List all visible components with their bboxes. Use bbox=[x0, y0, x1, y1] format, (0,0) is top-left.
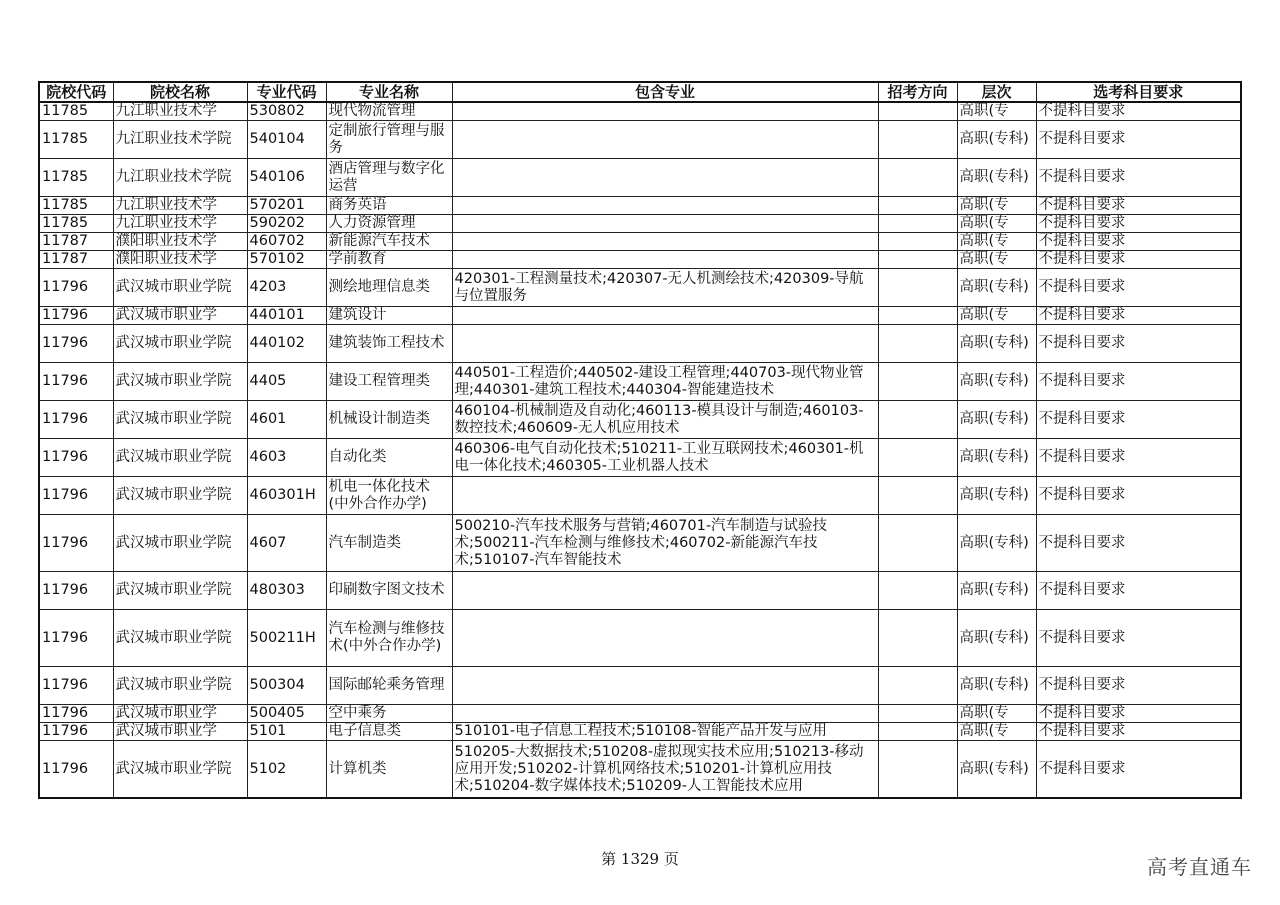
cell-included-majors bbox=[452, 477, 878, 515]
cell-level: 高职(专科) bbox=[957, 439, 1036, 477]
cell-major-code: 4603 bbox=[247, 439, 326, 477]
header-row bbox=[39, 82, 1241, 102]
cell-included-majors: 510101-电子信息工程技术;510108-智能产品开发与应用 bbox=[452, 723, 878, 741]
cell-major-code: 570102 bbox=[247, 251, 326, 269]
cell-level: 高职(专科) bbox=[957, 741, 1036, 799]
cell-level: 高职(专 bbox=[957, 215, 1036, 233]
cell-school-name: 武汉城市职业学 bbox=[113, 705, 247, 723]
cell-direction bbox=[878, 667, 957, 705]
cell-major-code: 4607 bbox=[247, 515, 326, 572]
cell-subject-req: 不提科目要求 bbox=[1036, 477, 1241, 515]
cell-level: 高职(专科) bbox=[957, 515, 1036, 572]
cell-included-majors bbox=[452, 610, 878, 667]
cell-major-name: 机电一体化技术(中外合作办学) bbox=[326, 477, 452, 515]
cell-included-majors bbox=[452, 159, 878, 197]
table-row bbox=[39, 741, 1241, 799]
cell-included-majors bbox=[452, 102, 878, 121]
cell-included-majors bbox=[452, 307, 878, 325]
cell-direction bbox=[878, 121, 957, 159]
cell-school-name: 武汉城市职业学 bbox=[113, 723, 247, 741]
cell-school-name: 武汉城市职业学院 bbox=[113, 741, 247, 799]
cell-subject-req: 不提科目要求 bbox=[1036, 439, 1241, 477]
cell-subject-req: 不提科目要求 bbox=[1036, 307, 1241, 325]
cell-school-code: 11785 bbox=[39, 215, 113, 233]
cell-school-code: 11796 bbox=[39, 667, 113, 705]
col-header-school-name: 院校名称 bbox=[113, 82, 247, 102]
cell-included-majors: 510205-大数据技术;510208-虚拟现实技术应用;510213-移动应用开发;510202-计算机网络技术;510201-计算机应用技术;510204-数字媒体技术;510209-人工智能技术应用 bbox=[452, 741, 878, 799]
cell-school-name: 濮阳职业技术学 bbox=[113, 251, 247, 269]
cell-school-code: 11796 bbox=[39, 439, 113, 477]
cell-direction bbox=[878, 325, 957, 363]
cell-school-code: 11785 bbox=[39, 121, 113, 159]
cell-school-name: 武汉城市职业学院 bbox=[113, 325, 247, 363]
table-row bbox=[39, 307, 1241, 325]
cell-included-majors bbox=[452, 667, 878, 705]
cell-school-code: 11796 bbox=[39, 307, 113, 325]
cell-level: 高职(专 bbox=[957, 197, 1036, 215]
cell-included-majors: 460306-电气自动化技术;510211-工业互联网技术;460301-机电一体化技术;460305-工业机器人技术 bbox=[452, 439, 878, 477]
cell-school-name: 武汉城市职业学院 bbox=[113, 667, 247, 705]
table-row bbox=[39, 723, 1241, 741]
table-row bbox=[39, 401, 1241, 439]
cell-major-code: 590202 bbox=[247, 215, 326, 233]
cell-direction bbox=[878, 705, 957, 723]
cell-included-majors: 440501-工程造价;440502-建设工程管理;440703-现代物业管理;440301-建筑工程技术;440304-智能建造技术 bbox=[452, 363, 878, 401]
cell-school-name: 九江职业技术学 bbox=[113, 102, 247, 121]
cell-subject-req: 不提科目要求 bbox=[1036, 705, 1241, 723]
cell-major-name: 机械设计制造类 bbox=[326, 401, 452, 439]
table-row bbox=[39, 121, 1241, 159]
cell-school-code: 11785 bbox=[39, 102, 113, 121]
cell-school-code: 11796 bbox=[39, 477, 113, 515]
cell-major-code: 440101 bbox=[247, 307, 326, 325]
cell-direction bbox=[878, 307, 957, 325]
cell-level: 高职(专 bbox=[957, 251, 1036, 269]
cell-major-code: 500211H bbox=[247, 610, 326, 667]
table-row bbox=[39, 477, 1241, 515]
cell-major-name: 自动化类 bbox=[326, 439, 452, 477]
cell-school-code: 11796 bbox=[39, 572, 113, 610]
table-row bbox=[39, 572, 1241, 610]
cell-school-code: 11796 bbox=[39, 401, 113, 439]
table-row bbox=[39, 667, 1241, 705]
table-row bbox=[39, 159, 1241, 197]
cell-direction bbox=[878, 610, 957, 667]
cell-major-name: 印刷数字图文技术 bbox=[326, 572, 452, 610]
cell-subject-req: 不提科目要求 bbox=[1036, 121, 1241, 159]
table-row bbox=[39, 251, 1241, 269]
cell-major-name: 汽车制造类 bbox=[326, 515, 452, 572]
cell-school-code: 11787 bbox=[39, 233, 113, 251]
cell-included-majors bbox=[452, 572, 878, 610]
cell-school-code: 11796 bbox=[39, 610, 113, 667]
cell-school-code: 11796 bbox=[39, 515, 113, 572]
cell-level: 高职(专 bbox=[957, 307, 1036, 325]
cell-major-name: 商务英语 bbox=[326, 197, 452, 215]
cell-direction bbox=[878, 439, 957, 477]
cell-school-name: 濮阳职业技术学 bbox=[113, 233, 247, 251]
cell-major-name: 建筑设计 bbox=[326, 307, 452, 325]
table-row bbox=[39, 269, 1241, 307]
cell-direction bbox=[878, 723, 957, 741]
cell-included-majors bbox=[452, 121, 878, 159]
cell-level: 高职(专 bbox=[957, 102, 1036, 121]
cell-major-code: 4203 bbox=[247, 269, 326, 307]
table-row bbox=[39, 215, 1241, 233]
col-header-school-code: 院校代码 bbox=[39, 82, 113, 102]
cell-direction bbox=[878, 102, 957, 121]
cell-level: 高职(专科) bbox=[957, 269, 1036, 307]
cell-major-name: 定制旅行管理与服务 bbox=[326, 121, 452, 159]
cell-major-name: 人力资源管理 bbox=[326, 215, 452, 233]
cell-level: 高职(专科) bbox=[957, 572, 1036, 610]
cell-major-name: 建筑装饰工程技术 bbox=[326, 325, 452, 363]
cell-direction bbox=[878, 401, 957, 439]
cell-subject-req: 不提科目要求 bbox=[1036, 251, 1241, 269]
table-row bbox=[39, 363, 1241, 401]
table-row bbox=[39, 515, 1241, 572]
table-row bbox=[39, 439, 1241, 477]
cell-level: 高职(专 bbox=[957, 705, 1036, 723]
cell-level: 高职(专科) bbox=[957, 401, 1036, 439]
cell-level: 高职(专 bbox=[957, 723, 1036, 741]
cell-major-name: 电子信息类 bbox=[326, 723, 452, 741]
cell-major-code: 460301H bbox=[247, 477, 326, 515]
cell-major-code: 500304 bbox=[247, 667, 326, 705]
cell-school-code: 11796 bbox=[39, 363, 113, 401]
cell-subject-req: 不提科目要求 bbox=[1036, 102, 1241, 121]
col-header-subject-req: 选考科目要求 bbox=[1036, 82, 1241, 102]
table-row bbox=[39, 325, 1241, 363]
cell-level: 高职(专 bbox=[957, 233, 1036, 251]
cell-subject-req: 不提科目要求 bbox=[1036, 515, 1241, 572]
cell-subject-req: 不提科目要求 bbox=[1036, 197, 1241, 215]
cell-major-name: 学前教育 bbox=[326, 251, 452, 269]
cell-included-majors bbox=[452, 251, 878, 269]
cell-direction bbox=[878, 269, 957, 307]
col-header-direction: 招考方向 bbox=[878, 82, 957, 102]
cell-major-code: 5101 bbox=[247, 723, 326, 741]
cell-subject-req: 不提科目要求 bbox=[1036, 572, 1241, 610]
cell-included-majors bbox=[452, 705, 878, 723]
cell-direction bbox=[878, 515, 957, 572]
cell-school-code: 11796 bbox=[39, 723, 113, 741]
cell-school-name: 九江职业技术学院 bbox=[113, 121, 247, 159]
cell-included-majors: 500210-汽车技术服务与营销;460701-汽车制造与试验技术;500211-汽车检测与维修技术;460702-新能源汽车技术;510107-汽车智能技术 bbox=[452, 515, 878, 572]
table-body bbox=[39, 102, 1241, 798]
cell-major-code: 460702 bbox=[247, 233, 326, 251]
table-row bbox=[39, 197, 1241, 215]
col-header-level: 层次 bbox=[957, 82, 1036, 102]
cell-subject-req: 不提科目要求 bbox=[1036, 741, 1241, 799]
cell-direction bbox=[878, 159, 957, 197]
cell-direction bbox=[878, 477, 957, 515]
cell-major-name: 酒店管理与数字化运营 bbox=[326, 159, 452, 197]
cell-included-majors bbox=[452, 233, 878, 251]
cell-school-code: 11785 bbox=[39, 159, 113, 197]
cell-included-majors bbox=[452, 197, 878, 215]
cell-direction bbox=[878, 251, 957, 269]
cell-direction bbox=[878, 363, 957, 401]
cell-major-code: 5102 bbox=[247, 741, 326, 799]
cell-subject-req: 不提科目要求 bbox=[1036, 215, 1241, 233]
cell-major-code: 540106 bbox=[247, 159, 326, 197]
cell-school-name: 武汉城市职业学院 bbox=[113, 610, 247, 667]
col-header-included-majors: 包含专业 bbox=[452, 82, 878, 102]
cell-level: 高职(专科) bbox=[957, 325, 1036, 363]
cell-level: 高职(专科) bbox=[957, 363, 1036, 401]
cell-subject-req: 不提科目要求 bbox=[1036, 325, 1241, 363]
col-header-major-code: 专业代码 bbox=[247, 82, 326, 102]
cell-subject-req: 不提科目要求 bbox=[1036, 363, 1241, 401]
cell-school-code: 11785 bbox=[39, 197, 113, 215]
cell-subject-req: 不提科目要求 bbox=[1036, 401, 1241, 439]
cell-subject-req: 不提科目要求 bbox=[1036, 667, 1241, 705]
cell-subject-req: 不提科目要求 bbox=[1036, 723, 1241, 741]
cell-direction bbox=[878, 572, 957, 610]
cell-level: 高职(专科) bbox=[957, 159, 1036, 197]
cell-level: 高职(专科) bbox=[957, 667, 1036, 705]
cell-major-code: 500405 bbox=[247, 705, 326, 723]
cell-major-code: 4405 bbox=[247, 363, 326, 401]
cell-major-name: 国际邮轮乘务管理 bbox=[326, 667, 452, 705]
cell-school-name: 武汉城市职业学院 bbox=[113, 572, 247, 610]
cell-major-name: 汽车检测与维修技术(中外合作办学) bbox=[326, 610, 452, 667]
cell-major-code: 4601 bbox=[247, 401, 326, 439]
cell-direction bbox=[878, 197, 957, 215]
table-row bbox=[39, 233, 1241, 251]
cell-school-name: 武汉城市职业学院 bbox=[113, 269, 247, 307]
cell-included-majors: 420301-工程测量技术;420307-无人机测绘技术;420309-导航与位置服务 bbox=[452, 269, 878, 307]
cell-major-name: 建设工程管理类 bbox=[326, 363, 452, 401]
cell-major-code: 540104 bbox=[247, 121, 326, 159]
cell-school-name: 九江职业技术学 bbox=[113, 197, 247, 215]
cell-level: 高职(专科) bbox=[957, 121, 1036, 159]
cell-major-code: 570201 bbox=[247, 197, 326, 215]
cell-school-name: 九江职业技术学 bbox=[113, 215, 247, 233]
cell-school-name: 武汉城市职业学院 bbox=[113, 363, 247, 401]
cell-school-code: 11787 bbox=[39, 251, 113, 269]
table-row bbox=[39, 610, 1241, 667]
cell-school-name: 武汉城市职业学院 bbox=[113, 477, 247, 515]
page-number: 第 1329 页 bbox=[601, 850, 679, 868]
cell-school-code: 11796 bbox=[39, 741, 113, 799]
cell-included-majors: 460104-机械制造及自动化;460113-模具设计与制造;460103-数控技术;460609-无人机应用技术 bbox=[452, 401, 878, 439]
cell-subject-req: 不提科目要求 bbox=[1036, 233, 1241, 251]
cell-school-name: 九江职业技术学院 bbox=[113, 159, 247, 197]
cell-school-name: 武汉城市职业学院 bbox=[113, 439, 247, 477]
cell-subject-req: 不提科目要求 bbox=[1036, 269, 1241, 307]
cell-school-name: 武汉城市职业学院 bbox=[113, 401, 247, 439]
cell-major-name: 现代物流管理 bbox=[326, 102, 452, 121]
cell-school-name: 武汉城市职业学 bbox=[113, 307, 247, 325]
cell-included-majors bbox=[452, 325, 878, 363]
watermark-logo: 高考直通车 bbox=[1147, 855, 1252, 879]
cell-major-name: 计算机类 bbox=[326, 741, 452, 799]
cell-level: 高职(专科) bbox=[957, 477, 1036, 515]
cell-major-name: 新能源汽车技术 bbox=[326, 233, 452, 251]
cell-major-code: 440102 bbox=[247, 325, 326, 363]
cell-included-majors bbox=[452, 215, 878, 233]
table-row bbox=[39, 102, 1241, 121]
cell-level: 高职(专科) bbox=[957, 610, 1036, 667]
cell-school-code: 11796 bbox=[39, 705, 113, 723]
cell-subject-req: 不提科目要求 bbox=[1036, 159, 1241, 197]
admissions-table bbox=[38, 81, 1242, 799]
cell-major-name: 测绘地理信息类 bbox=[326, 269, 452, 307]
cell-direction bbox=[878, 233, 957, 251]
cell-major-code: 480303 bbox=[247, 572, 326, 610]
cell-direction bbox=[878, 741, 957, 799]
col-header-major-name: 专业名称 bbox=[326, 82, 452, 102]
cell-subject-req: 不提科目要求 bbox=[1036, 610, 1241, 667]
cell-school-code: 11796 bbox=[39, 269, 113, 307]
cell-major-code: 530802 bbox=[247, 102, 326, 121]
cell-school-name: 武汉城市职业学院 bbox=[113, 515, 247, 572]
cell-direction bbox=[878, 215, 957, 233]
table-row bbox=[39, 705, 1241, 723]
cell-major-name: 空中乘务 bbox=[326, 705, 452, 723]
cell-school-code: 11796 bbox=[39, 325, 113, 363]
